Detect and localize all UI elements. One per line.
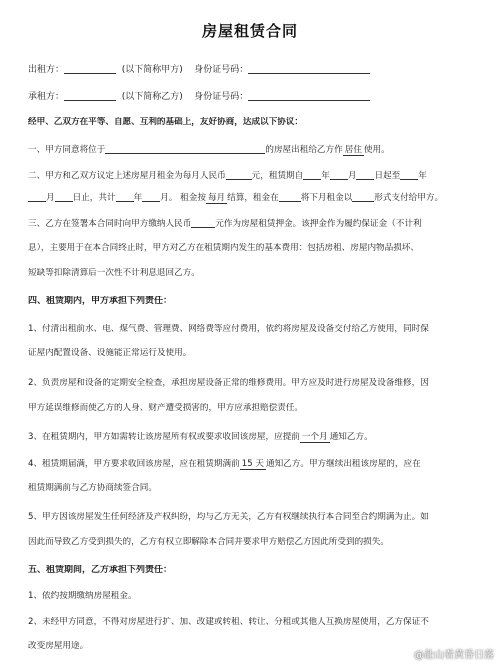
end-day-blank — [55, 191, 73, 202]
rent-amount-blank — [226, 169, 252, 180]
payment-method-blank — [352, 191, 374, 202]
clause-1 — [28, 143, 478, 156]
section-4-item-1-line-2: 证屋内配置设备、设施能正常运行及使用。 — [28, 348, 192, 358]
section-4-item-5-line-1: 5、甲方因该房屋发生任何经济及产权纠纷，均与乙方无关，乙方有权继续执行本合同至合约期满为止。如 — [28, 512, 429, 522]
clause-1-text-a: 一、甲方同意将位于 — [28, 145, 106, 155]
clause-2-text: 形式支付给甲方。 — [374, 193, 444, 203]
lessee-id-blank — [248, 90, 370, 101]
section-4-item-4-line-1 — [28, 459, 478, 470]
clause-3-text: 三、乙方在签署本合同时向甲方缴纳人民币 — [28, 219, 192, 229]
lessor-note: (以下简称甲方) — [121, 65, 183, 75]
clause-3-line-3: 短缺等扣除清算后一次性不计利息退回乙方。 — [28, 268, 200, 278]
clause-2-text: 将下月租金以 — [300, 193, 353, 203]
end-month-blank — [28, 191, 46, 202]
clause-2-text: 月 — [46, 193, 55, 203]
clause-1-text-b: 的房屋出租给乙方作 — [265, 145, 343, 155]
clause-3-line-1 — [28, 217, 478, 230]
section-4-item-4-text: 4、租赁期届满，甲方要求收回该房屋，应在租赁期满前 — [28, 459, 240, 469]
clause-2-text: 元，租赁期自 — [251, 171, 304, 181]
clause-2-line-2 — [28, 191, 478, 204]
clause-2-text: 年 — [321, 171, 330, 181]
clause-3-text: 元作为房屋租赁押金。该押金作为履约保证金（不计利 — [215, 219, 422, 229]
lessor-id-label: 身份证号码： — [194, 65, 249, 75]
section-5-heading: 五、租赁期间，乙方承担下列责任： — [28, 565, 173, 575]
lessee-note: (以下简称乙方) — [121, 92, 183, 102]
clause-3-line-2: 息），主要用于在本合同终止时，甲方对乙方在租赁期内发生的基本费用：包括房租、房屋内物品损坏、 — [28, 243, 420, 253]
lessor-id-blank — [248, 63, 370, 74]
section-4-heading: 四、租赁期内，甲方承担下列责任： — [28, 296, 173, 306]
section-4-item-3-text: 3、在租赁期内，甲方如需转让该房屋所有权或要求收回该房屋，应提前 — [28, 432, 300, 442]
term-years-blank — [116, 191, 134, 202]
clause-2-text: 月 — [347, 171, 357, 181]
section-4-item-5-line-2: 因此而导致乙方受到损失的，乙方有权立即解除本合同并要求甲方赔偿乙方因此所受到的损失。 — [28, 537, 389, 547]
end-year-blank — [400, 169, 418, 180]
clause-2-text: 年 — [418, 171, 427, 181]
usage-value: 居住 — [344, 145, 362, 155]
document-title: 房屋租赁合同 — [201, 22, 298, 40]
lessee-name-blank — [64, 90, 116, 101]
clause-2-text: 日止，共计 — [72, 193, 116, 203]
lessee-id-label: 身份证号码： — [194, 92, 249, 102]
section-4-item-4-text: 通知乙方。甲方继续出租该房屋的，应在 — [265, 459, 421, 469]
clause-2-text: 结算，租金在 — [227, 193, 279, 203]
section-4-item-3-text: 通知乙方。 — [329, 432, 373, 442]
section-4-item-3 — [28, 432, 478, 443]
clause-2-line-1 — [28, 169, 478, 182]
clause-2-text: 年 — [133, 193, 143, 203]
notice-period-value: 一个月 — [301, 432, 328, 442]
section-5-item-2-line-2: 改变房屋用途。 — [28, 641, 89, 651]
start-day-blank — [356, 169, 374, 180]
renewal-notice-value: 15 天 — [241, 459, 264, 469]
section-4-item-4-line-2: 租赁期满前与乙方协商续签合同。 — [28, 483, 157, 493]
clause-2-text: 日起至 — [374, 171, 401, 181]
property-address-blank — [105, 143, 265, 154]
deposit-amount-blank — [191, 217, 215, 228]
lessor-name-blank — [64, 63, 116, 74]
section-4-item-2-line-1: 2、负责房屋和设备的定期安全检查，承担房屋设备正常的维修费用。甲方应及时进行房屋及设备维修，因 — [28, 378, 429, 388]
lessee-label: 承租方： — [28, 92, 65, 102]
start-month-blank — [330, 169, 348, 180]
section-5-item-1: 1、依约按期缴纳房屋租金。 — [28, 591, 137, 601]
watermark: @赴山看黄昏日落 — [414, 650, 494, 661]
section-4-item-2-line-2: 甲方延误维修而使乙方的人身、财产遭受损害的，甲方应承担赔偿责任。 — [28, 403, 304, 413]
payment-date-blank — [279, 191, 301, 202]
lessor-label: 出租方： — [28, 65, 65, 75]
billing-period-value: 每月 — [207, 193, 226, 203]
clause-2-text: 租金按 — [180, 193, 206, 203]
clause-2-text: 月。 — [160, 193, 178, 203]
start-year-blank — [303, 169, 321, 180]
clause-2-text: 二、甲方和乙双方议定上述房屋月租金为每月人民币 — [28, 171, 226, 181]
preamble: 经甲、乙双方在平等、自愿、互利的基础上，友好协商，达成以下协议： — [28, 117, 304, 127]
clause-1-text-c: 使用。 — [363, 145, 390, 155]
lessee-line — [28, 90, 478, 103]
term-months-blank — [142, 191, 160, 202]
section-5-item-2-line-1: 2、未经甲方同意，不得对房屋进行扩、加、改建或转租、转让、分租或其他人互换房屋使用，乙方保证不 — [28, 617, 429, 627]
lessor-line — [28, 63, 478, 76]
section-4-item-1-line-1: 1、付清出租前水、电、煤气费、管理费、网络费等应付费用，依约将房屋及设备交付给乙方使用，同时保 — [28, 324, 429, 334]
